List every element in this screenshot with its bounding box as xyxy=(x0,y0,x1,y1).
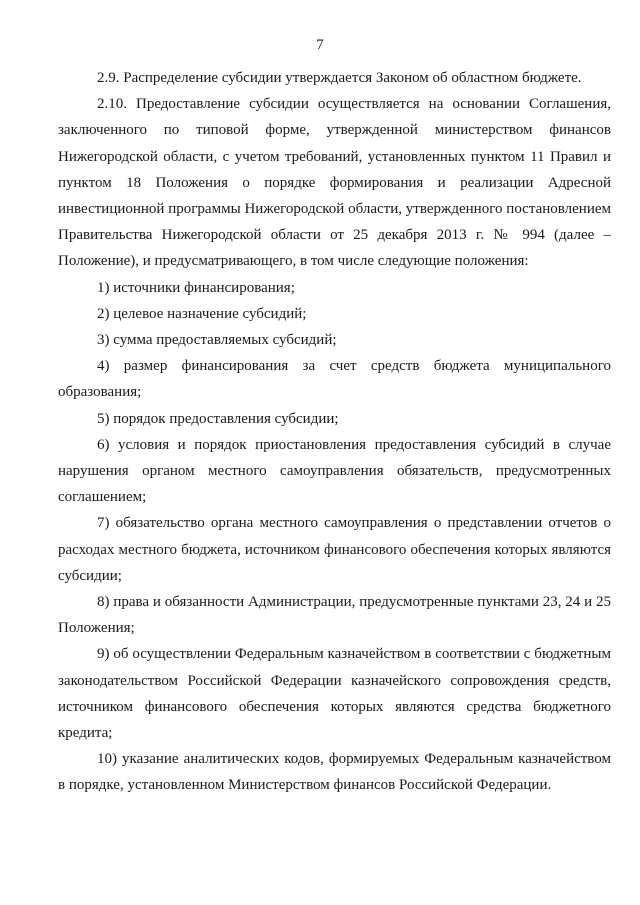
paragraph-2-9: 2.9. Распределение субсидии утверждается Законом об областном бюджете. xyxy=(97,70,582,86)
document-body xyxy=(58,65,611,799)
list-item-6: 6) условия и порядок приостановления предоставления субсидий в случае нарушения органом местного самоуправления обязательств, предусмотренных соглашением; xyxy=(58,436,611,506)
list-item-2: 2) целевое назначение субсидий; xyxy=(97,305,307,322)
list-item-3: 3) сумма предоставляемых субсидий; xyxy=(97,332,337,349)
page-number: 7 xyxy=(316,37,324,53)
list-item-4: 4) размер финансирования за счет средств бюджета муниципального образования; xyxy=(58,358,611,401)
paragraph-2-10: 2.10. Предоставление субсидии осуществляется на основании Соглашения, заключенного по типовой форме, утвержденной министерством финансов Нижегородской области, с учетом требований, установленных пунктом 11 Правил и пунктом 18 Положения о порядке формирования и реализации Адресной инвестиционной программы Нижегородской области, утвержденного постановлением Правительства Нижегородской области от 25 декабря 2013 г. № 994 (далее – Положение), и предусматривающего, в том числе следующие положения: xyxy=(58,96,611,270)
list-item-10: 10) указание аналитических кодов, формируемых Федеральным казначейством в порядке, установленном Министерством финансов Российской Федерации. xyxy=(58,751,611,794)
list-item-1: 1) источники финансирования; xyxy=(97,279,295,296)
list-item-7: 7) обязательство органа местного самоуправления о представлении отчетов о расходах местного бюджета, источником финансового обеспечения которых являются субсидии; xyxy=(58,515,611,584)
list-item-5: 5) порядок предоставления субсидии; xyxy=(97,410,339,427)
list-item-8: 8) права и обязанности Администрации, предусмотренные пунктами 23, 24 и 25 Положения; xyxy=(58,594,611,637)
list-item-9: 9) об осуществлении Федеральным казначейством в соответствии с бюджетным законодательством Российской Федерации казначейского сопровождения средств, источником финансового обеспечения которых являются средства бюджетного кредита; xyxy=(58,646,611,742)
